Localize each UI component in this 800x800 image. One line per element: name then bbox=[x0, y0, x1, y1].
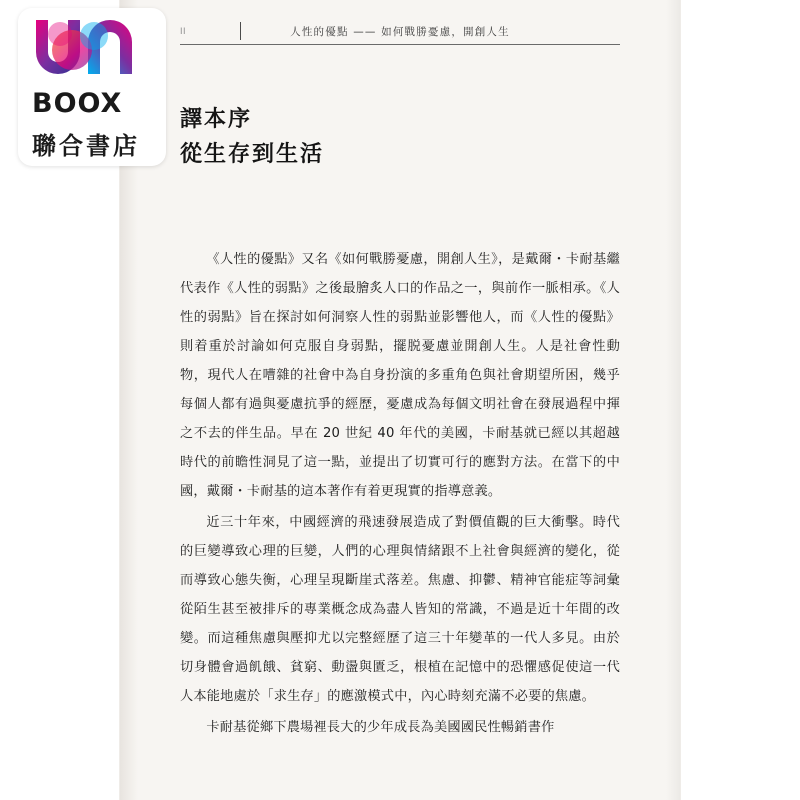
chapter-heading-line1: 譯本序 bbox=[180, 107, 253, 132]
paragraph: 《人性的優點》又名《如何戰勝憂慮，開創人生》，是戴爾・卡耐基繼代表作《人性的弱點》之後最膾炙人口的作品之一，與前作一脈相承。《人性的弱點》旨在探討如何洞察人性的弱點並影響他人，而《人性的優點》則着重於討論如何克服自身弱點，擺脱憂慮並開創人生。人是社會性動物，現代人在嘈雜的社會中為自身扮演的多重角色與社會期望所困，幾乎每個人都有過與憂慮抗爭的經歷，憂慮成為每個文明社會在發展過程中揮之不去的伴生品。早在 20 世紀 40 年代的美國，卡耐基就已經以其超越時代的前瞻性洞見了這一點，並提出了切實可行的應對方法。在當下的中國，戴爾・卡耐基的這本著作有着更現實的指導意義。 bbox=[180, 252, 620, 499]
paragraph: 卡耐基從鄉下農場裡長大的少年成長為美國國民性暢銷書作 bbox=[206, 720, 555, 735]
chapter-heading bbox=[180, 105, 620, 171]
brand-logo-badge bbox=[18, 8, 166, 166]
paragraph: 近三十年來，中國經濟的飛速發展造成了對價值觀的巨大衝擊。時代的巨變導致心理的巨變，人們的心理與情緒跟不上社會與經濟的變化，從而導致心態失衡，心理呈現斷崖式落差。焦慮、抑鬱、精神官能症等詞彙從陌生甚至被排斥的專業概念成為盡人皆知的常識，不過是近十年間的改變。而這種焦慮與壓抑尤以完整經歷了這三十年變革的一代人多見。由於切身體會過飢餓、貧窮、動盪與匱乏，根植在記憶中的恐懼感促使這一代人本能地處於「求生存」的應激模式中，內心時刻充滿不必要的焦慮。 bbox=[180, 515, 620, 704]
chapter-heading-line2: 從生存到生活 bbox=[180, 141, 325, 167]
page-edge-shadow bbox=[666, 0, 680, 800]
brand-wordmark: BOOX bbox=[32, 88, 123, 119]
un-logo-icon bbox=[32, 16, 152, 78]
book-page bbox=[120, 0, 680, 800]
body-text bbox=[180, 245, 620, 744]
running-head bbox=[180, 22, 620, 42]
page-folio: II bbox=[180, 26, 187, 36]
brand-wordmark-cn: 聯合書店 bbox=[32, 132, 140, 160]
running-head-title: 人性的優點 —— 如何戰勝憂慮，開創人生 bbox=[290, 26, 510, 38]
running-head-rule bbox=[180, 44, 620, 45]
